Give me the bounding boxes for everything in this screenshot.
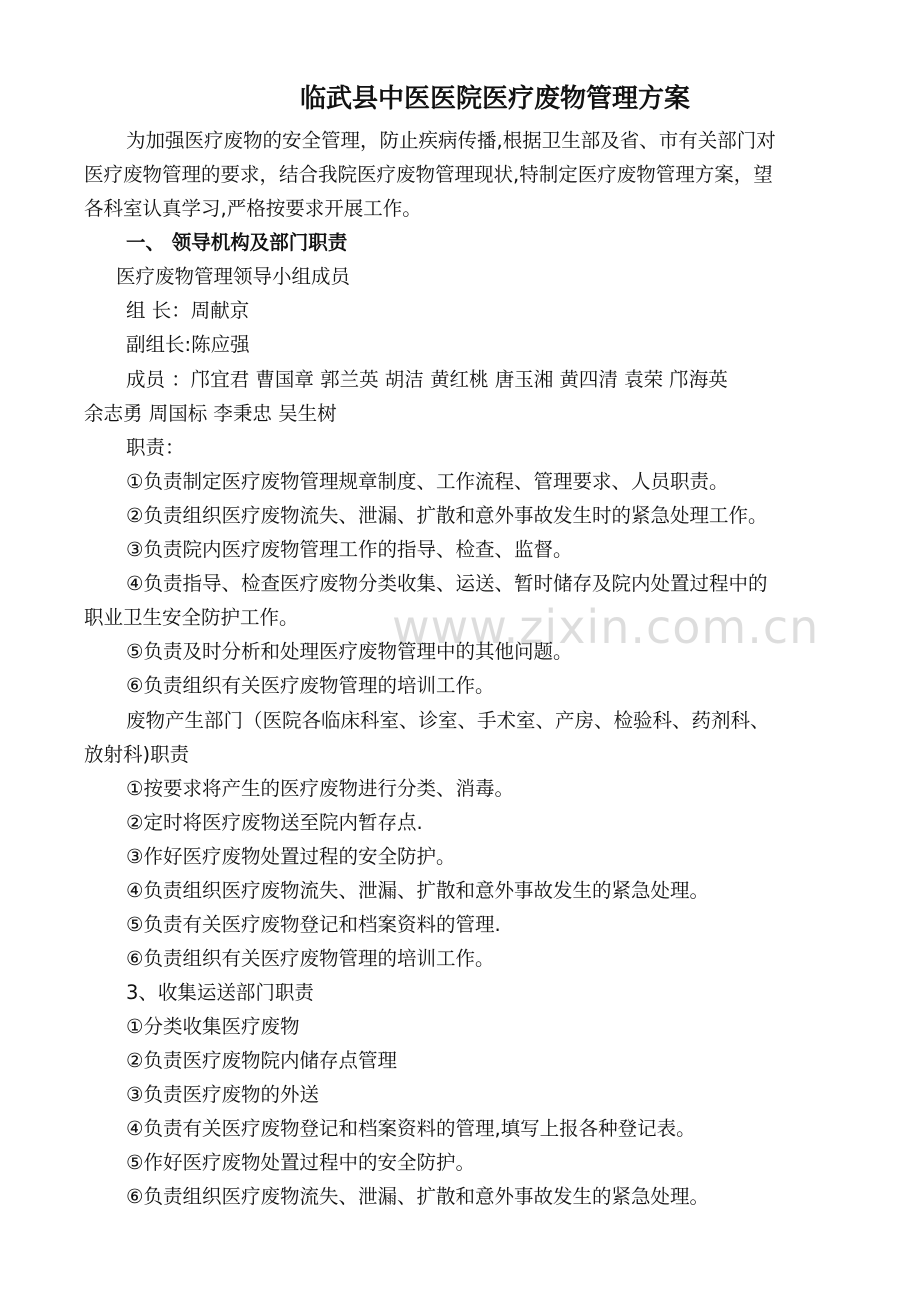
section-1-duty: ③负责院内医疗废物管理工作的指导、检查、监督。 — [126, 538, 573, 561]
group-deputy: 副组长:陈应强 — [126, 333, 250, 356]
section-2-duty: ⑥负责组织有关医疗废物管理的培训工作。 — [126, 947, 495, 970]
group-members-line-2: 余志勇 周国标 李秉忠 吴生树 — [84, 402, 337, 425]
watermark: www.zixin.com.cn — [392, 600, 820, 654]
document-title: 临武县中医医院医疗废物管理方案 — [299, 84, 690, 114]
section-3-duty: ⑤作好医疗废物处置过程中的安全防护。 — [126, 1151, 475, 1174]
section-2-duty: ④负责组织医疗废物流失、泄漏、扩散和意外事故发生的紧急处理。 — [126, 879, 709, 902]
section-3-duty: ④负责有关医疗废物登记和档案资料的管理,填写上报各种登记表。 — [126, 1117, 696, 1140]
section-1-duty-continued: 职业卫生安全防护工作。 — [84, 606, 299, 629]
section-2-heading-line-1: 废物产生部门（医院各临床科室、诊室、手术室、产房、检验科、药剂科、 — [126, 709, 770, 732]
intro-line-3: 各科室认真学习,严格按要求开展工作。 — [84, 197, 422, 220]
section-2-duty: ①按要求将产生的医疗废物进行分类、消毒。 — [126, 777, 514, 800]
section-3-duty: ②负责医疗废物院内储存点管理 — [126, 1049, 397, 1072]
section-2-duty: ②定时将医疗废物送至院内暂存点. — [126, 811, 423, 834]
duties-label: 职责： — [126, 436, 185, 459]
intro-line-1: 为加强医疗废物的安全管理，防止疾病传播,根据卫生部及省、市有关部门对 — [126, 129, 776, 152]
group-title: 医疗废物管理领导小组成员 — [116, 265, 351, 288]
intro-line-2: 医疗废物管理的要求，结合我院医疗废物管理现状,特制定医疗废物管理方案，望 — [84, 163, 773, 186]
section-1-duty: ⑥负责组织有关医疗废物管理的培训工作。 — [126, 674, 495, 697]
section-2-duty: ③作好医疗废物处置过程的安全防护。 — [126, 845, 456, 868]
section-2-heading-line-2: 放射科)职责 — [84, 743, 190, 766]
group-leader: 组 长：周献京 — [126, 299, 250, 322]
group-members-line-1: 成员 ：邝宜君 曹国章 郭兰英 胡洁 黄红桃 唐玉湘 黄四清 袁荣 邝海英 — [126, 368, 728, 391]
section-1-duty: ②负责组织医疗废物流失、泄漏、扩散和意外事故发生时的紧急处理工作。 — [126, 504, 768, 527]
section-3-heading: 3、收集运送部门职责 — [126, 981, 314, 1004]
section-1-duty: ④负责指导、检查医疗废物分类收集、运送、暂时储存及院内处置过程中的 — [126, 572, 768, 595]
section-3-duty: ①分类收集医疗废物 — [126, 1015, 300, 1038]
section-1-heading: 一、 领导机构及部门职责 — [126, 231, 348, 254]
section-3-duty: ③负责医疗废物的外送 — [126, 1083, 319, 1106]
section-3-duty: ⑥负责组织医疗废物流失、泄漏、扩散和意外事故发生的紧急处理。 — [126, 1185, 709, 1208]
section-2-duty: ⑤负责有关医疗废物登记和档案资料的管理. — [126, 913, 501, 936]
section-1-duty: ①负责制定医疗废物管理规章制度、工作流程、管理要求、人员职责。 — [126, 470, 729, 493]
section-1-duty: ⑤负责及时分析和处理医疗废物管理中的其他问题。 — [126, 640, 573, 663]
